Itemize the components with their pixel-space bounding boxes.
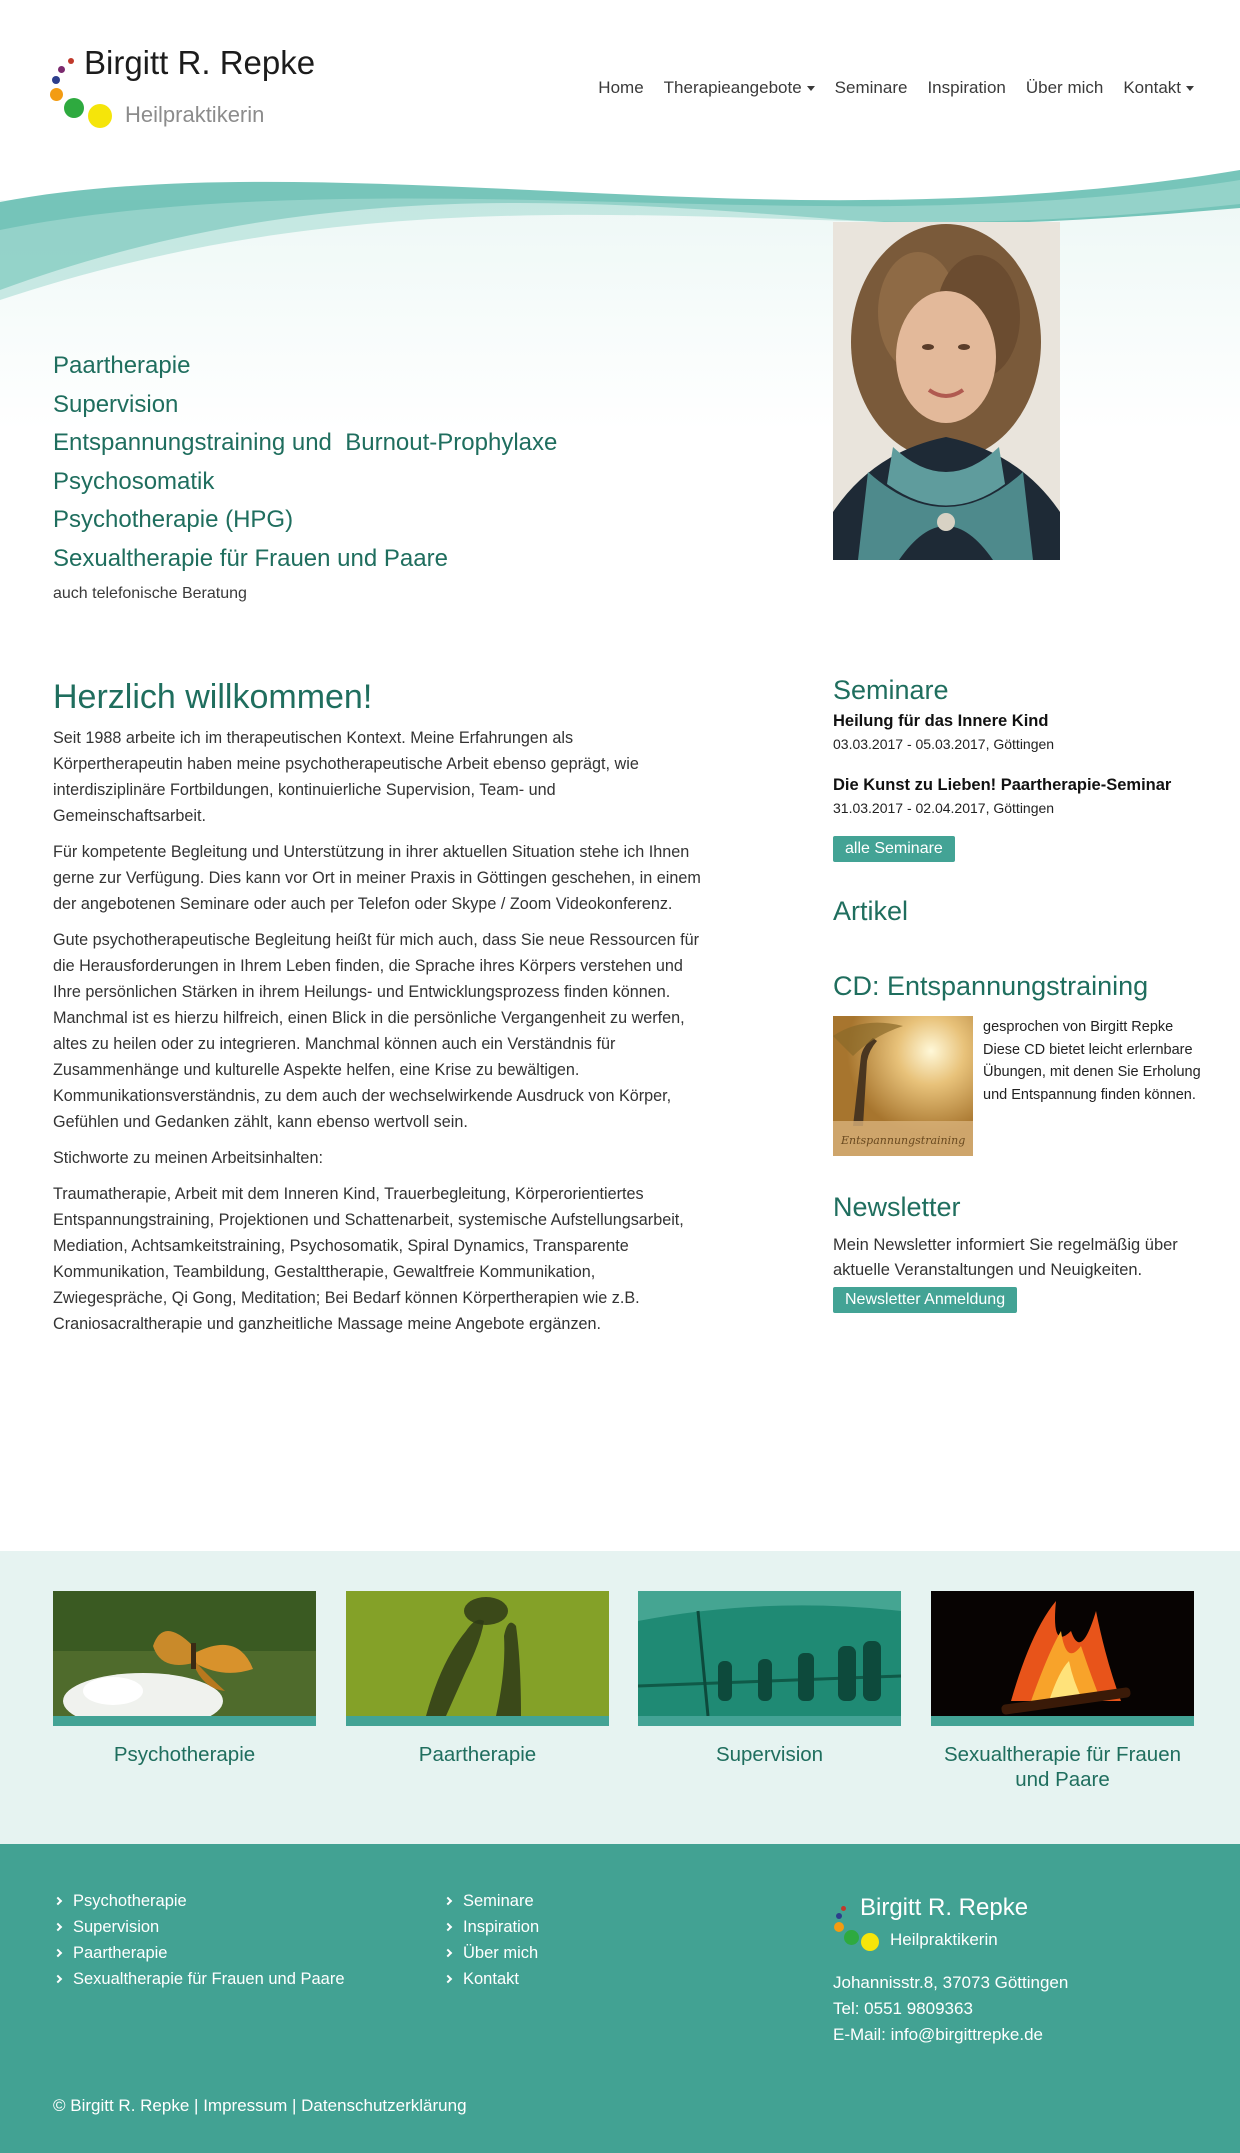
footer-name: Birgitt R. Repke xyxy=(860,1894,1029,1921)
main-nav xyxy=(598,78,1194,98)
teaser-sexualtherapie[interactable] xyxy=(931,1591,1194,1792)
footer-logo xyxy=(833,1894,1093,1964)
newsletter-signup-button[interactable]: Newsletter Anmeldung xyxy=(833,1287,1017,1313)
teaser-label: Supervision xyxy=(715,1743,824,1766)
footer-link-label: Supervision xyxy=(73,1918,160,1936)
footer-link[interactable] xyxy=(445,1888,539,1914)
group-shadow-photo xyxy=(638,1591,901,1716)
site-logo[interactable] xyxy=(48,40,348,140)
privacy-link[interactable]: Datenschutzerklärung xyxy=(301,2096,467,2115)
campfire-photo xyxy=(931,1591,1194,1716)
chevron-right-icon xyxy=(444,1949,452,1957)
caret-down-icon xyxy=(1186,86,1194,91)
teaser-paartherapie[interactable] xyxy=(346,1591,609,1767)
seminar-date: 31.03.2017 - 02.04.2017, Göttingen xyxy=(833,800,1055,816)
teaser-accent-bar xyxy=(931,1716,1194,1726)
footer-link-label: Kontakt xyxy=(463,1970,519,1988)
newsletter-text: Mein Newsletter informiert Sie regelmäßig über aktuelle Veranstaltungen und Neuigkeiten. xyxy=(833,1236,1178,1279)
chevron-right-icon xyxy=(54,1923,62,1931)
service-item: Paartherapie xyxy=(53,352,191,379)
footer-link[interactable] xyxy=(445,1940,539,1966)
nav-kontakt[interactable] xyxy=(1123,78,1194,98)
caret-down-icon xyxy=(807,86,815,91)
logo-name: Birgitt R. Repke xyxy=(84,44,316,81)
seminar-title-link[interactable]: Heilung für das Innere Kind xyxy=(833,712,1049,730)
nav-ueber-mich[interactable] xyxy=(1026,78,1103,98)
sidebar xyxy=(833,675,1203,1313)
nav-label: Kontakt xyxy=(1123,78,1181,97)
footer-site-links xyxy=(445,1888,539,1992)
footer-link-label: Psychotherapie xyxy=(73,1892,187,1910)
teaser-accent-bar xyxy=(346,1716,609,1726)
service-item: Sexualtherapie für Frauen und Paare xyxy=(53,544,448,572)
footer-link[interactable] xyxy=(55,1914,345,1940)
nav-seminare[interactable] xyxy=(835,78,908,98)
footer-link-label: Seminare xyxy=(463,1892,534,1910)
keywords-paragraph: Traumatherapie, Arbeit mit dem Inneren Kind, Trauerbegleitung, Körperorientiertes Entspannungstraining, Projektionen und Schattenarbeit, systemische Aufstellungsarbeit, Mediation, Achtsamkeitstraining, Psychosomatik, Spiral Dynamics, Transparente Kommunikation, Teambildung, Gestalttherapie, Gewaltfreie Kommunikation, Zwiegespräche, Qi Gong, Meditation; Bei Bedarf können Körpertherapien wie z.B. Craniosacraltherapie und ganzheitliche Massage meine Angebote ergänzen. xyxy=(53,1185,684,1333)
service-item: Psychosomatik xyxy=(53,467,215,495)
footer-link[interactable] xyxy=(55,1940,345,1966)
cd-cover-script: Entspannungstraining xyxy=(841,1134,966,1147)
nav-label: Therapieangebote xyxy=(663,78,802,97)
nav-label: Inspiration xyxy=(927,78,1006,97)
newsletter-heading: Newsletter xyxy=(833,1192,961,1222)
chevron-right-icon xyxy=(54,1975,62,1983)
seminar-date: 03.03.2017 - 05.03.2017, Göttingen xyxy=(833,736,1055,752)
logo-subtitle: Heilpraktikerin xyxy=(125,102,265,127)
teaser-label: Psychotherapie xyxy=(113,1743,256,1766)
copyright-bar xyxy=(53,2096,467,2116)
service-list xyxy=(53,347,557,603)
cd-teaser xyxy=(833,1016,1203,1162)
all-seminars-button[interactable]: alle Seminare xyxy=(833,836,955,862)
footer-email[interactable]: E-Mail: info@birgittrepke.de xyxy=(833,2025,1044,2044)
phone-consultation-note: auch telefonische Beratung xyxy=(53,584,247,602)
footer-phone[interactable]: Tel: 0551 9809363 xyxy=(833,1999,973,2018)
articles-heading: Artikel xyxy=(833,896,909,926)
cd-cover-image[interactable] xyxy=(833,1016,973,1156)
butterfly-photo xyxy=(53,1591,316,1716)
couple-shadow-photo xyxy=(346,1591,609,1716)
keywords-heading: Stichworte zu meinen Arbeitsinhalten: xyxy=(53,1149,323,1167)
chevron-right-icon xyxy=(54,1897,62,1905)
seminar-title-link[interactable]: Die Kunst zu Lieben! Paartherapie-Seminar xyxy=(833,776,1172,794)
footer-therapy-links xyxy=(55,1888,345,1992)
welcome-section xyxy=(53,678,703,1347)
footer-contact xyxy=(833,1970,1068,2048)
footer-link[interactable] xyxy=(55,1966,345,1992)
cd-description: gesprochen von Birgitt Repke Diese CD bietet leicht erlernbare Übungen, mit denen Sie Erholung und Entspannung finden können. xyxy=(983,1019,1201,1103)
footer-link-label: Über mich xyxy=(463,1944,539,1962)
chevron-right-icon xyxy=(444,1923,452,1931)
footer-link-label: Sexualtherapie für Frauen und Paare xyxy=(73,1970,345,1988)
chevron-right-icon xyxy=(444,1975,452,1983)
service-item: Entspannungstraining und Burnout-Prophylaxe xyxy=(53,429,558,457)
footer-link[interactable] xyxy=(445,1966,539,1992)
footer xyxy=(0,1844,1240,2153)
therapy-teasers xyxy=(0,1551,1240,1844)
nav-inspiration[interactable] xyxy=(927,78,1005,98)
footer-link-label: Paartherapie xyxy=(73,1944,168,1962)
nav-therapieangebote[interactable] xyxy=(664,78,815,98)
service-item: Supervision xyxy=(53,390,179,418)
teaser-label: Paartherapie xyxy=(418,1743,537,1766)
teaser-accent-bar xyxy=(53,1716,316,1726)
nav-home[interactable] xyxy=(598,78,643,98)
footer-link-label: Inspiration xyxy=(463,1918,540,1936)
impressum-link[interactable]: Impressum xyxy=(203,2096,288,2115)
nav-label: Über mich xyxy=(1025,78,1104,97)
footer-link[interactable] xyxy=(445,1914,539,1940)
welcome-paragraph: Gute psychotherapeutische Begleitung heißt für mich auch, dass Sie neue Ressourcen für die Herausforderungen in Ihrem Leben finden, die Sprache ihres Körpers verstehen und Ihre persönlichen Stärken in ihrem Heilungs- und Entwicklungsprozess finden können. Manchmal ist es hierzu hilfreich, einen Blick in die persönliche Vergangenheit zu werfen, altes zu heilen oder zu integrieren. Manchmal können auch ein Verständnis für Zusammenhänge und kulturelle Aspekte helfen, eine Krise zu bewältigen. Kommunikationsverständnis, zu dem auch der wechselwirkende Ausdruck von Körper, Gefühlen und Gedanken zählt, kann ebenso wertvoll sein. xyxy=(53,931,700,1131)
welcome-title: Herzlich willkommen! xyxy=(53,678,373,716)
nav-label: Seminare xyxy=(834,78,908,97)
welcome-paragraph: Seit 1988 arbeite ich im therapeutischen Kontext. Meine Erfahrungen als Körpertherapeutin haben meine psychotherapeutische Arbeit ebenso geprägt, wie interdisziplinäre Fortbildungen, kontinuierliche Supervision, Team- und Gemeinschaftsarbeit. xyxy=(53,729,639,825)
teaser-supervision[interactable] xyxy=(638,1591,901,1767)
footer-address: Johannisstr.8, 37073 Göttingen xyxy=(833,1973,1069,1992)
welcome-paragraph: Für kompetente Begleitung und Unterstützung in ihrer aktuellen Situation stehe ich Ihnen gerne zur Verfügung. Dies kann vor Ort in meiner Praxis in Göttingen geschehen, in einem der angebotenen Seminare oder auch per Telefon oder Skype / Zoom Videokonferenz. xyxy=(53,843,701,913)
copyright-text: © Birgitt R. Repke xyxy=(53,2096,190,2115)
chevron-right-icon xyxy=(54,1949,62,1957)
teaser-accent-bar xyxy=(638,1716,901,1726)
separator: | xyxy=(292,2096,297,2115)
service-item: Psychotherapie (HPG) xyxy=(53,506,294,534)
portrait-photo xyxy=(833,222,1060,560)
footer-subtitle: Heilpraktikerin xyxy=(890,1930,998,1949)
teaser-label: Sexualtherapie für Frauen und Paare xyxy=(943,1743,1182,1791)
seminars-heading: Seminare xyxy=(833,675,949,705)
chevron-right-icon xyxy=(444,1897,452,1905)
separator: | xyxy=(194,2096,199,2115)
nav-label: Home xyxy=(598,78,644,97)
teaser-psychotherapie[interactable] xyxy=(53,1591,316,1767)
footer-link[interactable] xyxy=(55,1888,345,1914)
cd-heading[interactable]: CD: Entspannungstraining xyxy=(833,971,1149,1001)
